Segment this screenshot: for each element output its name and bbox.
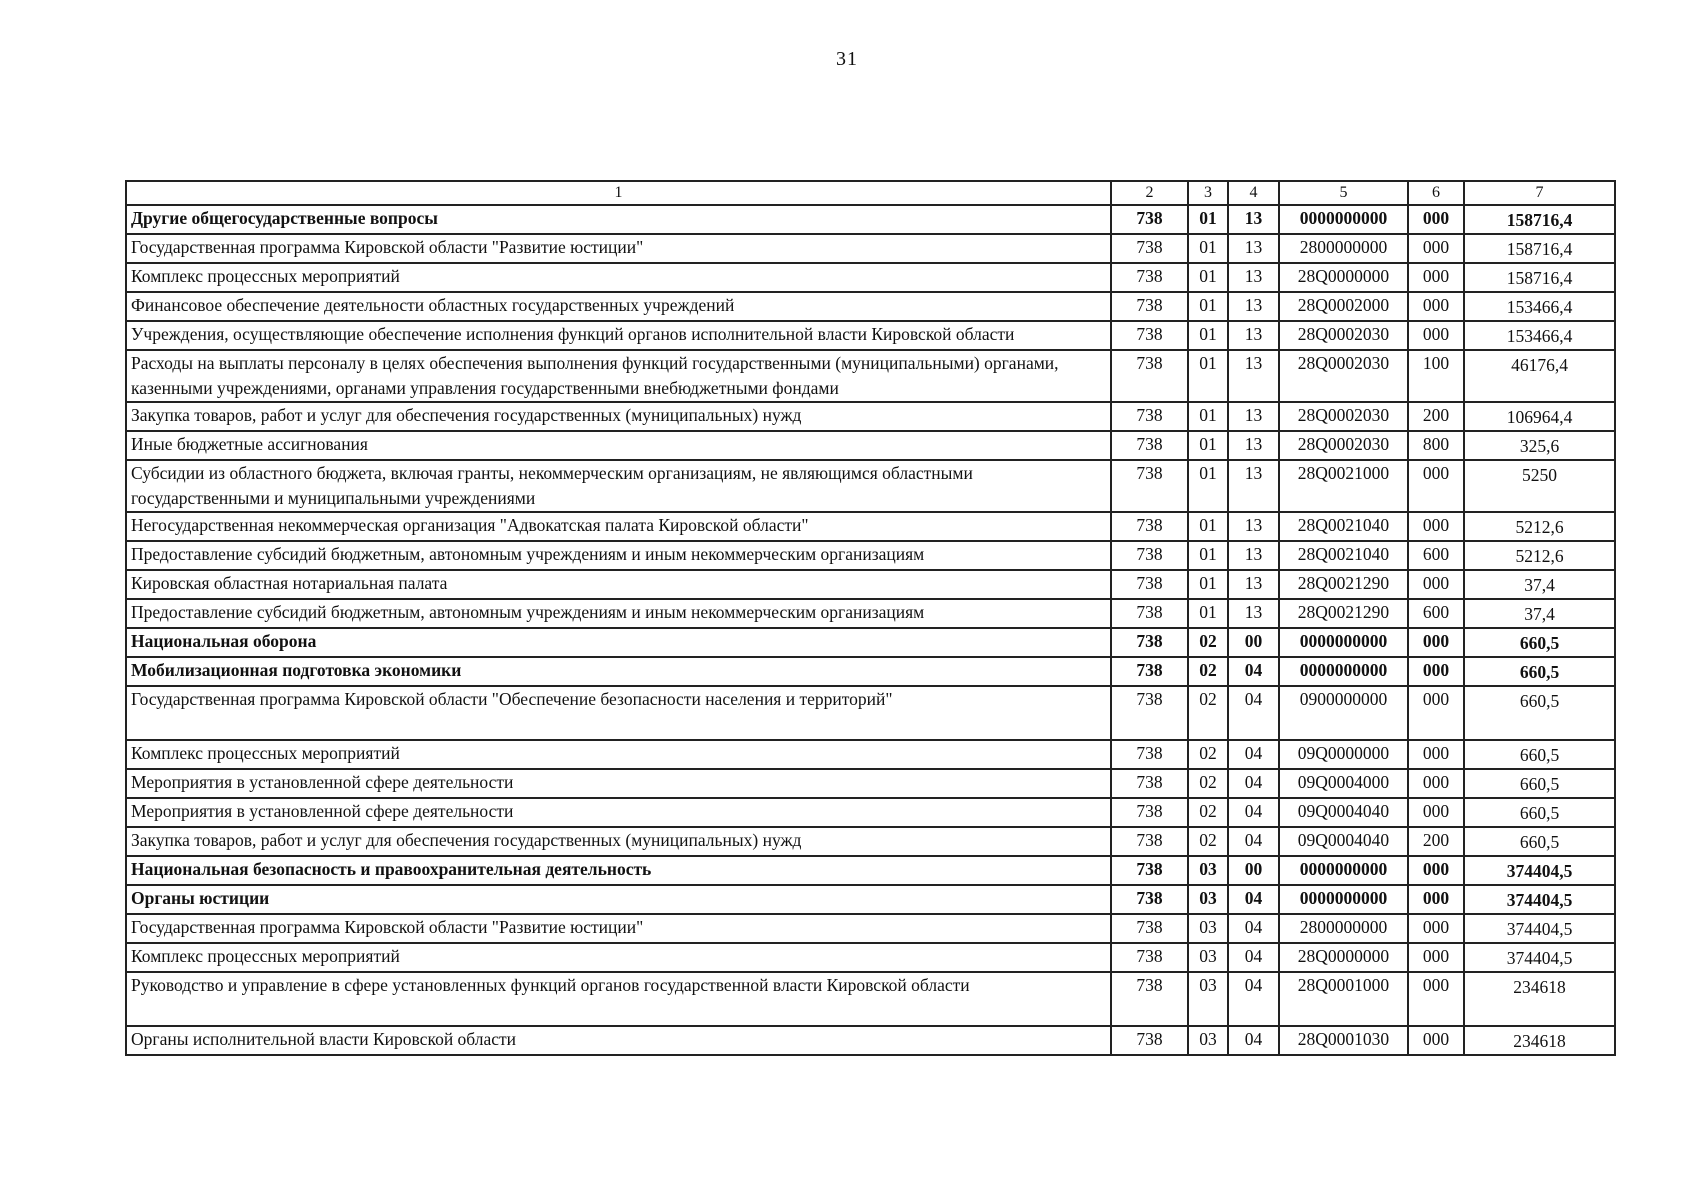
row-section-code: 02 [1188, 740, 1228, 769]
row-target-article: 28Q0002030 [1279, 321, 1408, 350]
row-amount: 660,5 [1464, 827, 1615, 856]
table-row [126, 914, 1615, 943]
row-name: Комплекс процессных мероприятий [126, 263, 1111, 292]
row-expense-type: 000 [1408, 234, 1464, 263]
row-amount: 37,4 [1464, 570, 1615, 599]
row-ministry-code: 738 [1111, 856, 1188, 885]
row-name: Национальная безопасность и правоохранительная деятельность [126, 856, 1111, 885]
row-subsection-code: 13 [1228, 460, 1279, 512]
row-name: Негосударственная некоммерческая организация "Адвокатская палата Кировской области" [126, 512, 1111, 541]
table-row [126, 1026, 1615, 1055]
row-ministry-code: 738 [1111, 460, 1188, 512]
row-expense-type: 600 [1408, 599, 1464, 628]
row-section-code: 03 [1188, 943, 1228, 972]
row-expense-type: 000 [1408, 321, 1464, 350]
row-ministry-code: 738 [1111, 350, 1188, 402]
row-section-code: 03 [1188, 972, 1228, 1026]
table-row [126, 599, 1615, 628]
table-row [126, 541, 1615, 570]
table-row [126, 798, 1615, 827]
row-section-code: 01 [1188, 321, 1228, 350]
row-name: Комплекс процессных мероприятий [126, 943, 1111, 972]
row-name: Другие общегосударственные вопросы [126, 205, 1111, 234]
row-name: Органы юстиции [126, 885, 1111, 914]
row-amount: 660,5 [1464, 740, 1615, 769]
row-ministry-code: 738 [1111, 541, 1188, 570]
row-target-article: 28Q0002030 [1279, 402, 1408, 431]
row-expense-type: 000 [1408, 798, 1464, 827]
row-target-article: 09Q0000000 [1279, 740, 1408, 769]
row-section-code: 01 [1188, 570, 1228, 599]
page-number: 31 [836, 48, 858, 70]
row-subsection-code: 13 [1228, 263, 1279, 292]
row-target-article: 28Q0021290 [1279, 599, 1408, 628]
header-col-2: 2 [1111, 181, 1188, 205]
row-name: Субсидии из областного бюджета, включая гранты, некоммерческим организациям, не являющимся областными государственными и муниципальными учреждениями [126, 460, 1111, 512]
row-subsection-code: 04 [1228, 827, 1279, 856]
row-expense-type: 800 [1408, 431, 1464, 460]
table-row [126, 431, 1615, 460]
row-amount: 158716,4 [1464, 234, 1615, 263]
row-subsection-code: 13 [1228, 402, 1279, 431]
table-row [126, 885, 1615, 914]
row-target-article: 2800000000 [1279, 234, 1408, 263]
row-ministry-code: 738 [1111, 943, 1188, 972]
row-ministry-code: 738 [1111, 657, 1188, 686]
row-subsection-code: 13 [1228, 234, 1279, 263]
row-amount: 158716,4 [1464, 263, 1615, 292]
row-subsection-code: 04 [1228, 740, 1279, 769]
row-expense-type: 000 [1408, 205, 1464, 234]
row-expense-type: 000 [1408, 263, 1464, 292]
row-expense-type: 000 [1408, 460, 1464, 512]
row-name: Закупка товаров, работ и услуг для обеспечения государственных (муниципальных) нужд [126, 827, 1111, 856]
table-row [126, 657, 1615, 686]
row-name: Государственная программа Кировской области "Развитие юстиции" [126, 914, 1111, 943]
table-row [126, 460, 1615, 512]
row-expense-type: 000 [1408, 570, 1464, 599]
row-section-code: 01 [1188, 402, 1228, 431]
row-subsection-code: 13 [1228, 292, 1279, 321]
table-row [126, 570, 1615, 599]
table-row [126, 827, 1615, 856]
row-amount: 153466,4 [1464, 321, 1615, 350]
row-target-article: 2800000000 [1279, 914, 1408, 943]
row-amount: 660,5 [1464, 798, 1615, 827]
row-section-code: 01 [1188, 512, 1228, 541]
row-ministry-code: 738 [1111, 205, 1188, 234]
row-ministry-code: 738 [1111, 972, 1188, 1026]
header-col-6: 6 [1408, 181, 1464, 205]
row-amount: 106964,4 [1464, 402, 1615, 431]
row-target-article: 0000000000 [1279, 885, 1408, 914]
row-expense-type: 100 [1408, 350, 1464, 402]
row-ministry-code: 738 [1111, 321, 1188, 350]
row-subsection-code: 13 [1228, 541, 1279, 570]
row-name: Руководство и управление в сфере установленных функций органов государственной власти Кировской области [126, 972, 1111, 1026]
row-subsection-code: 04 [1228, 885, 1279, 914]
row-target-article: 28Q0002030 [1279, 350, 1408, 402]
row-expense-type: 000 [1408, 943, 1464, 972]
row-name: Органы исполнительной власти Кировской области [126, 1026, 1111, 1055]
row-subsection-code: 13 [1228, 321, 1279, 350]
row-name: Учреждения, осуществляющие обеспечение исполнения функций органов исполнительной власти Кировской области [126, 321, 1111, 350]
row-name: Национальная оборона [126, 628, 1111, 657]
row-amount: 660,5 [1464, 686, 1615, 740]
row-section-code: 02 [1188, 686, 1228, 740]
row-subsection-code: 04 [1228, 798, 1279, 827]
row-expense-type: 000 [1408, 972, 1464, 1026]
row-ministry-code: 738 [1111, 628, 1188, 657]
row-ministry-code: 738 [1111, 599, 1188, 628]
row-amount: 5212,6 [1464, 512, 1615, 541]
row-subsection-code: 04 [1228, 1026, 1279, 1055]
budget-table [125, 180, 1616, 1056]
row-amount: 5250 [1464, 460, 1615, 512]
row-subsection-code: 13 [1228, 205, 1279, 234]
table-row [126, 234, 1615, 263]
row-amount: 234618 [1464, 1026, 1615, 1055]
row-expense-type: 000 [1408, 512, 1464, 541]
row-amount: 660,5 [1464, 769, 1615, 798]
row-ministry-code: 738 [1111, 798, 1188, 827]
row-target-article: 28Q0002000 [1279, 292, 1408, 321]
row-ministry-code: 738 [1111, 570, 1188, 599]
row-ministry-code: 738 [1111, 402, 1188, 431]
row-expense-type: 600 [1408, 541, 1464, 570]
row-amount: 37,4 [1464, 599, 1615, 628]
table-row [126, 263, 1615, 292]
row-name: Мероприятия в установленной сфере деятельности [126, 798, 1111, 827]
row-name: Мобилизационная подготовка экономики [126, 657, 1111, 686]
row-subsection-code: 04 [1228, 972, 1279, 1026]
header-col-4: 4 [1228, 181, 1279, 205]
row-section-code: 02 [1188, 798, 1228, 827]
row-name: Государственная программа Кировской области "Развитие юстиции" [126, 234, 1111, 263]
row-expense-type: 000 [1408, 769, 1464, 798]
row-ministry-code: 738 [1111, 686, 1188, 740]
table-row [126, 856, 1615, 885]
row-section-code: 02 [1188, 657, 1228, 686]
row-target-article: 28Q0001000 [1279, 972, 1408, 1026]
row-amount: 46176,4 [1464, 350, 1615, 402]
row-expense-type: 200 [1408, 827, 1464, 856]
row-name: Предоставление субсидий бюджетным, автономным учреждениям и иным некоммерческим организациям [126, 599, 1111, 628]
row-subsection-code: 13 [1228, 431, 1279, 460]
row-section-code: 01 [1188, 460, 1228, 512]
row-section-code: 03 [1188, 885, 1228, 914]
table-row [126, 972, 1615, 1026]
row-subsection-code: 13 [1228, 350, 1279, 402]
row-amount: 374404,5 [1464, 856, 1615, 885]
row-ministry-code: 738 [1111, 885, 1188, 914]
row-name: Комплекс процессных мероприятий [126, 740, 1111, 769]
row-target-article: 28Q0000000 [1279, 263, 1408, 292]
row-target-article: 28Q0021290 [1279, 570, 1408, 599]
row-ministry-code: 738 [1111, 263, 1188, 292]
row-target-article: 09Q0004040 [1279, 827, 1408, 856]
row-section-code: 01 [1188, 205, 1228, 234]
row-amount: 158716,4 [1464, 205, 1615, 234]
row-ministry-code: 738 [1111, 292, 1188, 321]
row-expense-type: 000 [1408, 856, 1464, 885]
row-name: Мероприятия в установленной сфере деятельности [126, 769, 1111, 798]
table-row [126, 402, 1615, 431]
table-row [126, 943, 1615, 972]
row-ministry-code: 738 [1111, 914, 1188, 943]
row-ministry-code: 738 [1111, 740, 1188, 769]
row-subsection-code: 00 [1228, 856, 1279, 885]
row-target-article: 28Q0000000 [1279, 943, 1408, 972]
row-target-article: 28Q0021000 [1279, 460, 1408, 512]
row-amount: 660,5 [1464, 657, 1615, 686]
row-target-article: 09Q0004000 [1279, 769, 1408, 798]
row-ministry-code: 738 [1111, 827, 1188, 856]
row-ministry-code: 738 [1111, 234, 1188, 263]
row-subsection-code: 04 [1228, 769, 1279, 798]
row-section-code: 02 [1188, 769, 1228, 798]
row-amount: 374404,5 [1464, 914, 1615, 943]
row-section-code: 03 [1188, 856, 1228, 885]
row-section-code: 02 [1188, 628, 1228, 657]
row-subsection-code: 13 [1228, 512, 1279, 541]
row-subsection-code: 04 [1228, 657, 1279, 686]
row-section-code: 01 [1188, 292, 1228, 321]
row-expense-type: 000 [1408, 657, 1464, 686]
row-subsection-code: 00 [1228, 628, 1279, 657]
row-target-article: 0000000000 [1279, 657, 1408, 686]
row-amount: 153466,4 [1464, 292, 1615, 321]
table-row [126, 740, 1615, 769]
row-target-article: 0900000000 [1279, 686, 1408, 740]
row-ministry-code: 738 [1111, 512, 1188, 541]
row-subsection-code: 04 [1228, 914, 1279, 943]
header-col-3: 3 [1188, 181, 1228, 205]
row-target-article: 0000000000 [1279, 856, 1408, 885]
header-row [126, 181, 1615, 205]
table-row [126, 321, 1615, 350]
row-name: Иные бюджетные ассигнования [126, 431, 1111, 460]
row-subsection-code: 04 [1228, 943, 1279, 972]
row-target-article: 28Q0002030 [1279, 431, 1408, 460]
row-section-code: 03 [1188, 914, 1228, 943]
row-section-code: 01 [1188, 599, 1228, 628]
row-section-code: 02 [1188, 827, 1228, 856]
row-amount: 325,6 [1464, 431, 1615, 460]
row-subsection-code: 13 [1228, 570, 1279, 599]
row-expense-type: 000 [1408, 686, 1464, 740]
row-target-article: 28Q0021040 [1279, 512, 1408, 541]
row-section-code: 01 [1188, 263, 1228, 292]
row-target-article: 28Q0001030 [1279, 1026, 1408, 1055]
row-section-code: 01 [1188, 234, 1228, 263]
row-ministry-code: 738 [1111, 769, 1188, 798]
row-ministry-code: 738 [1111, 1026, 1188, 1055]
row-expense-type: 000 [1408, 292, 1464, 321]
row-section-code: 01 [1188, 350, 1228, 402]
row-target-article: 28Q0021040 [1279, 541, 1408, 570]
table-row [126, 686, 1615, 740]
row-amount: 660,5 [1464, 628, 1615, 657]
row-name: Закупка товаров, работ и услуг для обеспечения государственных (муниципальных) нужд [126, 402, 1111, 431]
row-amount: 374404,5 [1464, 885, 1615, 914]
row-name: Расходы на выплаты персоналу в целях обеспечения выполнения функций государственными (муниципальными) органами, казенными учреждениями, органами управления государственными внебюджетными фондами [126, 350, 1111, 402]
row-expense-type: 200 [1408, 402, 1464, 431]
row-name: Государственная программа Кировской области "Обеспечение безопасности населения и территорий" [126, 686, 1111, 740]
row-name: Кировская областная нотариальная палата [126, 570, 1111, 599]
row-expense-type: 000 [1408, 914, 1464, 943]
row-target-article: 0000000000 [1279, 205, 1408, 234]
row-section-code: 01 [1188, 431, 1228, 460]
row-subsection-code: 13 [1228, 599, 1279, 628]
row-target-article: 09Q0004040 [1279, 798, 1408, 827]
table-row [126, 350, 1615, 402]
row-name: Финансовое обеспечение деятельности областных государственных учреждений [126, 292, 1111, 321]
row-ministry-code: 738 [1111, 431, 1188, 460]
row-amount: 374404,5 [1464, 943, 1615, 972]
table-body [126, 205, 1615, 1055]
row-section-code: 01 [1188, 541, 1228, 570]
row-expense-type: 000 [1408, 1026, 1464, 1055]
table-row [126, 512, 1615, 541]
row-name: Предоставление субсидий бюджетным, автономным учреждениям и иным некоммерческим организациям [126, 541, 1111, 570]
row-amount: 5212,6 [1464, 541, 1615, 570]
table-row [126, 205, 1615, 234]
header-col-7: 7 [1464, 181, 1615, 205]
row-expense-type: 000 [1408, 628, 1464, 657]
header-col-5: 5 [1279, 181, 1408, 205]
row-expense-type: 000 [1408, 740, 1464, 769]
table-row [126, 769, 1615, 798]
table-row [126, 628, 1615, 657]
table-row [126, 292, 1615, 321]
header-col-1: 1 [126, 181, 1111, 205]
row-expense-type: 000 [1408, 885, 1464, 914]
row-subsection-code: 04 [1228, 686, 1279, 740]
row-amount: 234618 [1464, 972, 1615, 1026]
row-section-code: 03 [1188, 1026, 1228, 1055]
row-target-article: 0000000000 [1279, 628, 1408, 657]
